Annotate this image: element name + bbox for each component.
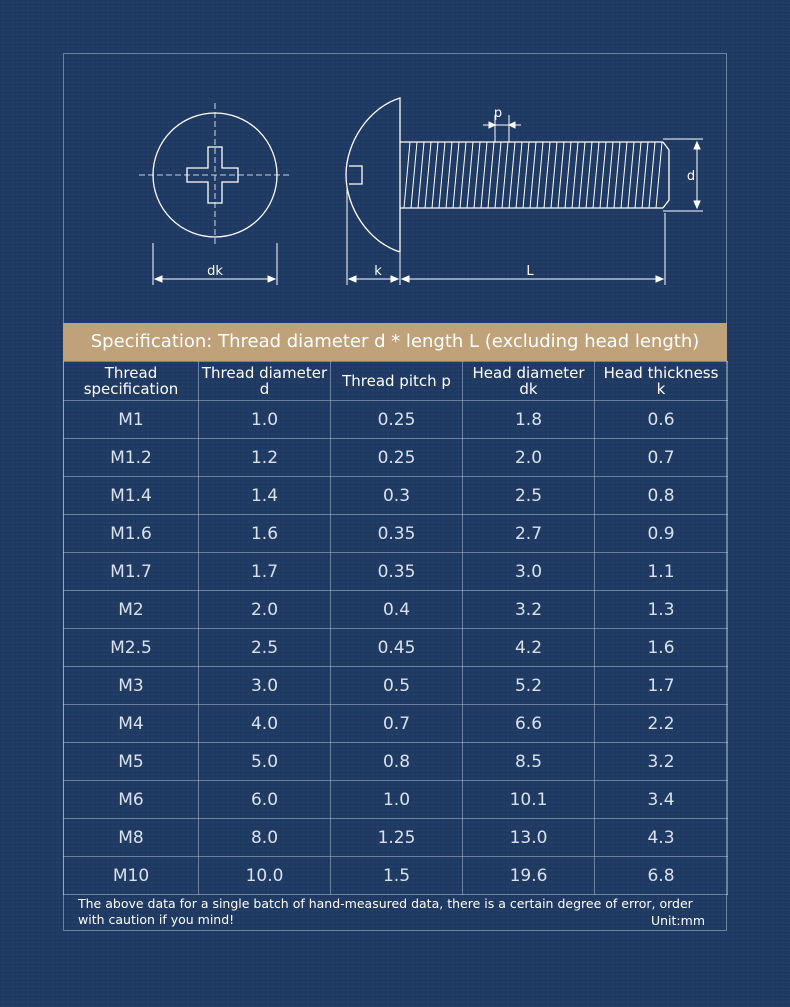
table-cell: 1.5: [331, 857, 463, 895]
thread-line: [439, 142, 445, 208]
thread-line: [656, 142, 662, 208]
table-cell: M1.6: [64, 515, 199, 553]
thread-line: [411, 142, 417, 208]
thread-line: [516, 142, 522, 208]
head-top-view: [139, 103, 291, 247]
header-thread-diameter: Thread diameter d: [199, 362, 331, 401]
table-cell: 10.0: [199, 857, 331, 895]
table-cell: 3.0: [463, 553, 595, 591]
table-cell: M10: [64, 857, 199, 895]
head-slot: [349, 166, 362, 184]
table-row: [64, 401, 728, 439]
table-cell: 1.8: [463, 401, 595, 439]
spec-table: [63, 361, 728, 895]
thread-line: [418, 142, 424, 208]
table-cell: 2.7: [463, 515, 595, 553]
table-cell: M5: [64, 743, 199, 781]
l-label: L: [526, 264, 534, 279]
table-cell: 5.2: [463, 667, 595, 705]
thread-line: [481, 142, 487, 208]
table-cell: M2: [64, 591, 199, 629]
thread-line: [453, 142, 459, 208]
table-cell: 0.8: [331, 743, 463, 781]
table-cell: M8: [64, 819, 199, 857]
table-row: [64, 477, 728, 515]
table-cell: 5.0: [199, 743, 331, 781]
table-cell: 19.6: [463, 857, 595, 895]
d-label: d: [686, 169, 696, 184]
table-cell: 1.25: [331, 819, 463, 857]
thread-line: [425, 142, 431, 208]
thread-line: [579, 142, 585, 208]
thread-line: [649, 142, 655, 208]
table-cell: 4.0: [199, 705, 331, 743]
table-cell: 0.4: [331, 591, 463, 629]
table-row: [64, 743, 728, 781]
thread-line: [621, 142, 627, 208]
table-cell: 1.0: [199, 401, 331, 439]
thread-line: [537, 142, 543, 208]
table-cell: 0.6: [595, 401, 728, 439]
thread-line: [474, 142, 480, 208]
thread-line: [572, 142, 578, 208]
table-row: [64, 591, 728, 629]
table-cell: 0.3: [331, 477, 463, 515]
header-thread-spec: Thread specification: [64, 362, 199, 401]
thread-line: [495, 142, 501, 208]
table-cell: 0.25: [331, 439, 463, 477]
measurement-note: [63, 894, 727, 931]
thread-line: [593, 142, 599, 208]
screw-head-side: [346, 98, 400, 252]
k-l-dimension: [347, 188, 665, 285]
thread-line: [404, 142, 410, 208]
screw-side-view: [346, 98, 669, 252]
thread-line: [628, 142, 634, 208]
table-row: [64, 553, 728, 591]
table-cell: 3.4: [595, 781, 728, 819]
table-row: [64, 705, 728, 743]
table-row: [64, 629, 728, 667]
thread-line: [642, 142, 648, 208]
table-cell: M1: [64, 401, 199, 439]
thread-line: [530, 142, 536, 208]
table-cell: M1.2: [64, 439, 199, 477]
thread-line: [635, 142, 641, 208]
header-head-thickness: Head thickness k: [595, 362, 728, 401]
table-cell: 4.3: [595, 819, 728, 857]
dk-label: dk: [207, 264, 223, 279]
thread-line: [600, 142, 606, 208]
p-label: p: [493, 106, 503, 121]
table-cell: 0.45: [331, 629, 463, 667]
table-cell: 3.2: [595, 743, 728, 781]
thread-line: [523, 142, 529, 208]
table-cell: M6: [64, 781, 199, 819]
thread-line: [460, 142, 466, 208]
table-cell: 13.0: [463, 819, 595, 857]
specification-banner: Specification: Thread diameter d * length L (excluding head length): [63, 323, 727, 361]
table-cell: 4.2: [463, 629, 595, 667]
table-cell: 3.2: [463, 591, 595, 629]
table-cell: 1.7: [199, 553, 331, 591]
thread-line: [488, 142, 494, 208]
table-cell: M3: [64, 667, 199, 705]
thread-line: [614, 142, 620, 208]
table-row: [64, 667, 728, 705]
table-row: [64, 781, 728, 819]
table-cell: M1.7: [64, 553, 199, 591]
thread-line: [509, 142, 515, 208]
thread-line: [544, 142, 550, 208]
table-cell: 0.7: [331, 705, 463, 743]
table-cell: 2.5: [199, 629, 331, 667]
table-cell: 8.5: [463, 743, 595, 781]
table-cell: 6.0: [199, 781, 331, 819]
k-label: k: [374, 264, 382, 279]
table-cell: 1.3: [595, 591, 728, 629]
thread-line: [446, 142, 452, 208]
table-row: [64, 515, 728, 553]
header-row: [64, 362, 728, 401]
thread-line: [565, 142, 571, 208]
table-cell: 1.0: [331, 781, 463, 819]
table-cell: 8.0: [199, 819, 331, 857]
table-cell: 3.0: [199, 667, 331, 705]
table-cell: M4: [64, 705, 199, 743]
header-thread-pitch: Thread pitch p: [331, 362, 463, 401]
table-cell: 0.25: [331, 401, 463, 439]
unit-label: Unit:mm: [650, 913, 705, 928]
table-cell: 1.1: [595, 553, 728, 591]
table-cell: 0.35: [331, 515, 463, 553]
header-head-diameter: Head diameter dk: [463, 362, 595, 401]
thread-lines: [404, 142, 662, 208]
thread-line: [607, 142, 613, 208]
thread-line: [558, 142, 564, 208]
table-cell: 2.2: [595, 705, 728, 743]
table-cell: 0.5: [331, 667, 463, 705]
table-cell: 10.1: [463, 781, 595, 819]
table-cell: 0.7: [595, 439, 728, 477]
table-cell: 2.5: [463, 477, 595, 515]
screw-diagram: [63, 53, 727, 323]
table-cell: 1.7: [595, 667, 728, 705]
thread-line: [432, 142, 438, 208]
thread-line: [502, 142, 508, 208]
screw-drawing: [63, 53, 727, 323]
table-cell: 0.35: [331, 553, 463, 591]
table-cell: 0.8: [595, 477, 728, 515]
table-cell: 1.2: [199, 439, 331, 477]
table-cell: 6.8: [595, 857, 728, 895]
table-cell: 1.6: [199, 515, 331, 553]
thread-line: [467, 142, 473, 208]
note-text: The above data for a single batch of hand-measured data, there is a certain degree of error, order with caution if you mind!: [78, 896, 693, 927]
thread-line: [586, 142, 592, 208]
table-row: [64, 439, 728, 477]
table-cell: M1.4: [64, 477, 199, 515]
table-row: [64, 857, 728, 895]
table-cell: 1.4: [199, 477, 331, 515]
table-cell: 1.6: [595, 629, 728, 667]
table-cell: M2.5: [64, 629, 199, 667]
table-cell: 2.0: [463, 439, 595, 477]
table-cell: 0.9: [595, 515, 728, 553]
table-cell: 6.6: [463, 705, 595, 743]
thread-tip: [663, 142, 669, 208]
table-cell: 2.0: [199, 591, 331, 629]
table-row: [64, 819, 728, 857]
thread-line: [551, 142, 557, 208]
